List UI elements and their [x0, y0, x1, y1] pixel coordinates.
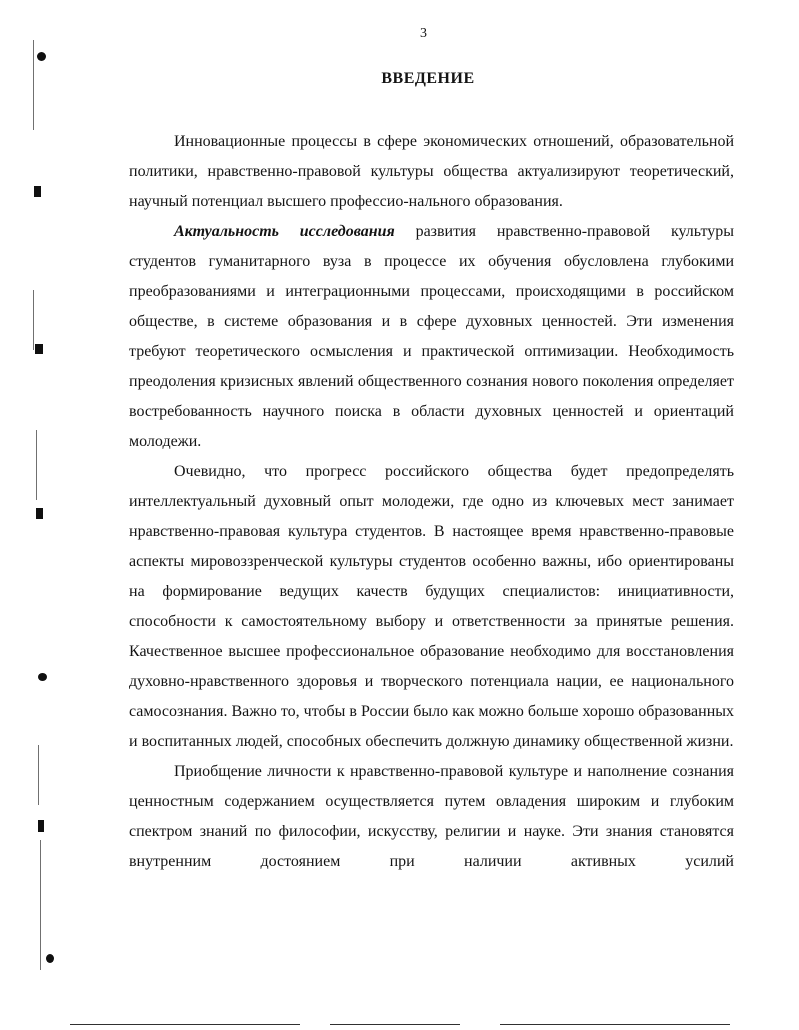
bottom-rule: [330, 1024, 460, 1025]
punch-mark: [36, 508, 43, 519]
margin-line: [40, 840, 41, 970]
punch-mark: [34, 186, 41, 197]
punch-mark: [37, 52, 46, 61]
section-heading: ВВЕДЕНИЕ: [381, 70, 475, 87]
paragraph-3: Очевидно, что прогресс российского общества будет предопределять интеллектуальный духовный опыт молодежи, где одно из ключевых мест занимает нравственно-правовая культура студентов. В настоящее время нравственно-правовые аспекты мировоззренческой культуры студентов особенно важны, ибо ориентированы на формирование ведущих качеств будущих специалистов: инициативности, способности к самостоятельному выбору и ответственности за принятые решения. Качественное высшее профессиональное образование необходимо для восстановления духовно-нравственного здоровья и творческого потенциала нации, ее национального самосознания. Важно то, чтобы в России было как можно больше хорошо образованных и воспитанных людей, способных обеспечить должную динамику общественной жизни.: [129, 463, 734, 750]
paragraph-2: [129, 217, 734, 457]
bottom-rule: [500, 1024, 730, 1025]
margin-line: [33, 290, 34, 350]
emphasized-term: Актуальность исследования: [174, 223, 395, 240]
paragraph-4: Приобщение личности к нравственно-правовой культуре и наполнение сознания ценностным содержанием осуществляется путем овладения широким и глубоким спектром знаний по философии, искусству, религии и науке. Эти знания становятся внутренним достоянием при наличии активных усилий: [129, 763, 734, 870]
punch-mark: [38, 673, 47, 681]
margin-line: [33, 40, 34, 130]
punch-mark: [38, 820, 44, 832]
margin-line: [36, 430, 37, 500]
punch-mark: [35, 344, 43, 354]
margin-line: [38, 745, 39, 805]
body-text: [129, 127, 734, 877]
bottom-rule: [70, 1024, 300, 1025]
paragraph-2-text: развития нравственно-правовой культуры студентов гуманитарного вуза в процессе их обучения обусловлена глубокими преобразованиями и интеграционными процессами, происходящими в российском обществе, в системе образования и в сфере духовных ценностей. Эти изменения требуют теоретического осмысления и практической оптимизации. Необходимость преодоления кризисных явлений общественного сознания нового поколения определяет востребованность научного поиска в области духовных ценностей и ориентаций молодежи.: [129, 223, 735, 450]
paragraph-1: Инновационные процессы в сфере экономических отношений, образовательной политики, нравственно-правовой культуры общества актуализируют теоретический, научный потенциал высшего профессио-нального образования.: [129, 133, 734, 210]
page-number: 3: [420, 26, 427, 41]
punch-mark: [46, 954, 54, 963]
